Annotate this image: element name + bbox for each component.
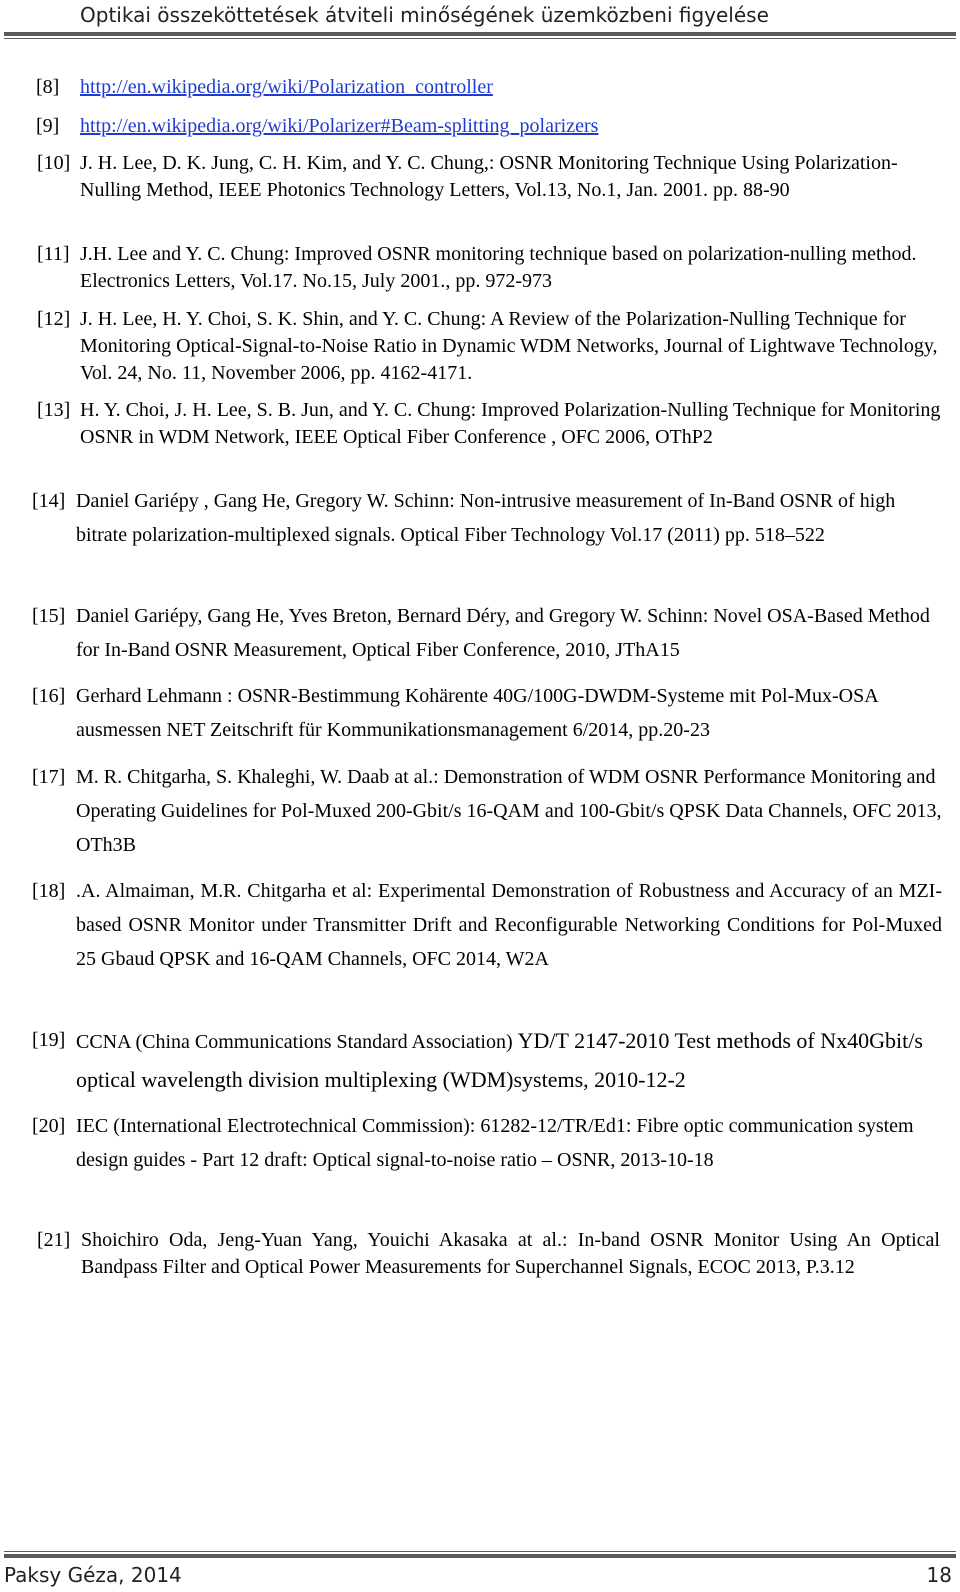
reference-text-part-b: YD/T 2147-2010 Test methods of Nx40Gbit/s optical wavelength division multiplexing (WDM)systems, 2010-12-2: [76, 1028, 923, 1092]
reference-8: [36, 74, 946, 101]
reference-text: Gerhard Lehmann : OSNR-Bestimmung Kohärente 40G/100G-DWDM-Systeme mit Pol-Mux-OSA ausmessen NET Zeitschrift für Kommunikationsmanagement 6/2014, pp.20-23: [76, 685, 878, 741]
reference-number: [19]: [32, 1029, 66, 1051]
reference-9: [36, 113, 946, 140]
reference-number: [10]: [37, 152, 71, 174]
reference-19: [32, 1022, 944, 1100]
reference-13: [37, 397, 942, 451]
reference-10: [37, 150, 942, 204]
reference-number: [16]: [32, 685, 66, 707]
reference-text: Daniel Gariépy, Gang He, Yves Breton, Bernard Déry, and Gregory W. Schinn: Novel OSA-Based Method for In-Band OSNR Measurement, Optical Fiber Conference, 2010, JThA15: [76, 605, 930, 661]
reference-text: J. H. Lee, D. K. Jung, C. H. Kim, and Y. C. Chung,: OSNR Monitoring Technique Using Polarization-Nulling Method, IEEE Photonics Technology Letters, Vol.13, No.1, Jan. 2001. pp. 88-90: [80, 152, 898, 201]
reference-number: [8]: [36, 76, 60, 98]
reference-text: M. R. Chitgarha, S. Khaleghi, W. Daab at al.: Demonstration of WDM OSNR Performance Monitoring and Operating Guidelines for Pol-Muxed 200-Gbit/s 16-QAM and 100-Gbit/s QPSK Data Channels, OFC 2013, OTh3B: [76, 766, 942, 856]
reference-number: [13]: [37, 399, 71, 421]
reference-18: [32, 874, 942, 976]
reference-number: [20]: [32, 1115, 66, 1137]
reference-text-part-a: CCNA (China Communications Standard Association): [76, 1031, 518, 1053]
reference-link[interactable]: http://en.wikipedia.org/wiki/Polarizer#Beam-splitting_polarizers: [80, 115, 599, 137]
reference-number: [12]: [37, 308, 71, 330]
reference-12: [37, 306, 942, 387]
page-number: 18: [926, 1563, 952, 1587]
reference-number: [9]: [36, 115, 60, 137]
footer-rule: [4, 1554, 956, 1558]
reference-number: [18]: [32, 880, 66, 902]
reference-text: J. H. Lee, H. Y. Choi, S. K. Shin, and Y. C. Chung: A Review of the Polarization-Nulling Technique for Monitoring Optical-Signal-to-Noise Ratio in Dynamic WDM Networks, Journal of Lightwave Technology, Vol. 24, No. 11, November 2006, pp. 4162-4171.: [80, 308, 938, 384]
reference-text: IEC (International Electrotechnical Commission): 61282-12/TR/Ed1: Fibre optic communication system design guides - Part 12 draft: Optical signal-to-noise ratio – OSNR, 2013-10-18: [76, 1115, 914, 1171]
reference-number: [21]: [37, 1229, 71, 1251]
reference-number: [15]: [32, 605, 66, 627]
reference-number: [17]: [32, 766, 66, 788]
reference-21: [37, 1227, 940, 1281]
page-header: [0, 0, 960, 36]
header-title: Optikai összeköttetések átviteli minőségének üzemközbeni figyelése: [80, 3, 769, 27]
reference-link[interactable]: http://en.wikipedia.org/wiki/Polarization_controller: [80, 76, 493, 98]
reference-text: H. Y. Choi, J. H. Lee, S. B. Jun, and Y. C. Chung: Improved Polarization-Nulling Technique for Monitoring OSNR in WDM Network, IEEE Optical Fiber Conference , OFC 2006, OThP2: [80, 399, 941, 448]
header-rule-thin: [4, 38, 956, 39]
reference-number: [14]: [32, 490, 66, 512]
reference-14: [32, 484, 944, 552]
reference-number: [11]: [37, 243, 70, 265]
reference-20: [32, 1109, 944, 1177]
reference-17: [32, 760, 944, 862]
footer-author: Paksy Géza, 2014: [4, 1563, 182, 1587]
reference-text: .A. Almaiman, M.R. Chitgarha et al: Experimental Demonstration of Robustness and Accuracy of an MZI-based OSNR Monitor under Transmitter Drift and Reconfigurable Networking Conditions for Pol-Muxed 25 Gbaud QPSK and 16-QAM Channels, OFC 2014, W2A: [76, 880, 942, 970]
reference-16: [32, 679, 944, 747]
header-rule: [4, 32, 956, 36]
reference-text: Daniel Gariépy , Gang He, Gregory W. Schinn: Non-intrusive measurement of In-Band OSNR of high bitrate polarization-multiplexed signals. Optical Fiber Technology Vol.17 (2011) pp. 518–522: [76, 490, 896, 546]
reference-11: [37, 241, 942, 295]
reference-15: [32, 599, 944, 667]
footer-rule-thin: [4, 1551, 956, 1552]
reference-text: Shoichiro Oda, Jeng-Yuan Yang, Youichi Akasaka at al.: In-band OSNR Monitor Using An Optical Bandpass Filter and Optical Power Measurements for Superchannel Signals, ECOC 2013, P.3.12: [81, 1229, 940, 1278]
reference-text: J.H. Lee and Y. C. Chung: Improved OSNR monitoring technique based on polarization-nulling method. Electronics Letters, Vol.17. No.15, July 2001., pp. 972-973: [80, 243, 917, 292]
